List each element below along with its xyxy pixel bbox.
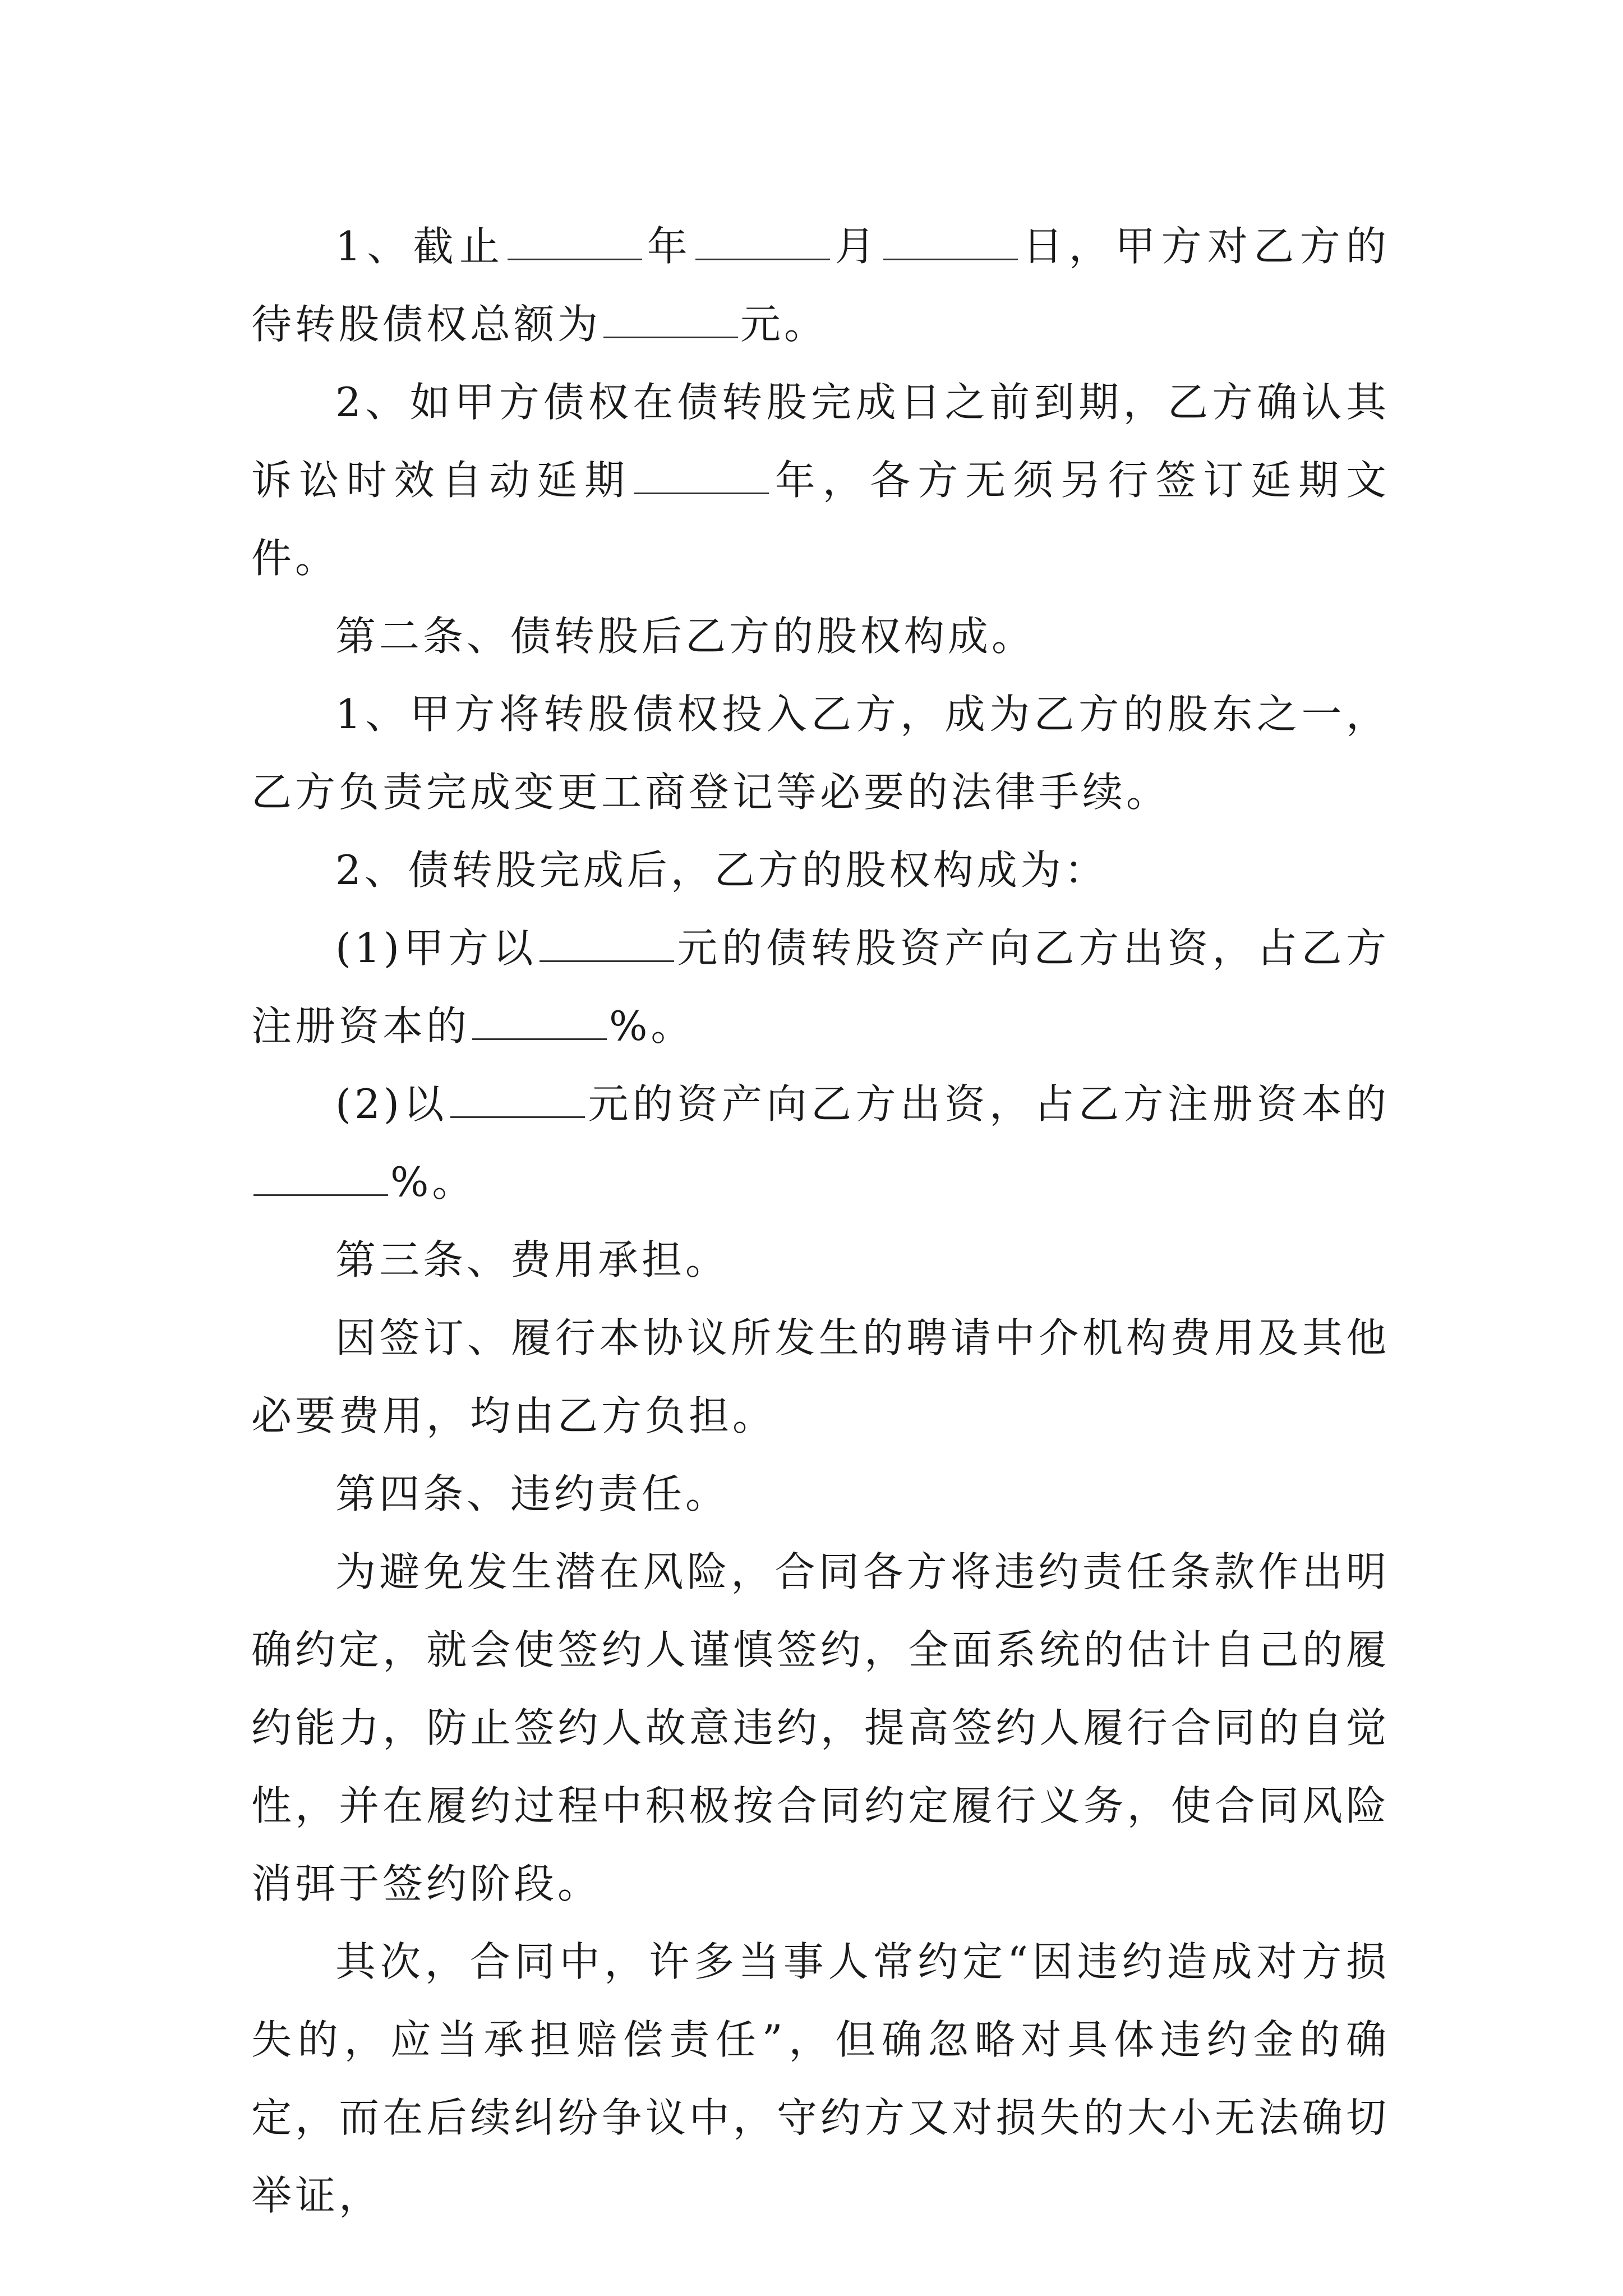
text-segment: (1)甲方以 bbox=[335, 924, 537, 972]
amount-blank bbox=[603, 303, 738, 338]
text-segment: 元的债转股资产向乙方出资，占乙方注册资本的 bbox=[251, 924, 1390, 1050]
paragraph-other-contribution bbox=[251, 1065, 1390, 1221]
article-2-heading: 第二条、债转股后乙方的股权构成。 bbox=[335, 613, 1036, 660]
text-segment: 1、截止 bbox=[335, 223, 506, 270]
text-segment: (2)以 bbox=[335, 1080, 448, 1128]
document-body bbox=[251, 208, 1390, 2235]
amount-blank bbox=[540, 927, 674, 962]
text-segment: 月 bbox=[832, 223, 881, 270]
paragraph-damages: 其次，合同中，许多当事人常约定“因违约造成对方损失的，应当承担赔偿责任”，但确忽略对具体违约金的确定，而在后续纠纷争议中，守约方又对损失的大小无法确切举证， bbox=[251, 1938, 1390, 2219]
paragraph-shareholder: 1、甲方将转股债权投入乙方，成为乙方的股东之一，乙方负责完成变更工商登记等必要的法律手续。 bbox=[251, 691, 1390, 816]
paragraph-equity-structure: 2、债转股完成后，乙方的股权构成为： bbox=[335, 846, 1108, 894]
paragraph-debt-total bbox=[251, 208, 1390, 364]
amount-blank bbox=[450, 1083, 585, 1118]
paragraph-party-a-contribution bbox=[251, 909, 1390, 1065]
date-month-blank bbox=[695, 225, 830, 260]
percent-blank bbox=[472, 1005, 607, 1040]
years-blank bbox=[634, 459, 769, 494]
text-segment: 年 bbox=[644, 223, 694, 270]
date-day-blank bbox=[883, 225, 1018, 260]
text-segment: 元的资产向乙方出资，占乙方注册资本的 bbox=[587, 1080, 1390, 1128]
percent-blank bbox=[253, 1161, 388, 1196]
paragraph-expenses: 因签订、履行本协议所发生的聘请中介机构费用及其他必要费用，均由乙方负担。 bbox=[251, 1314, 1390, 1439]
text-segment: 日，甲方对乙方的待转股债权总额为 bbox=[251, 223, 1390, 348]
text-segment: 年，各方无须另行签订延期文件。 bbox=[251, 457, 1390, 582]
date-year-blank bbox=[508, 225, 642, 260]
article-4-heading: 第四条、违约责任。 bbox=[335, 1470, 730, 1517]
text-segment: 元。 bbox=[740, 301, 828, 348]
text-segment: 2、如甲方债权在债转股完成日之前到期，乙方确认其诉讼时效自动延期 bbox=[251, 379, 1390, 504]
paragraph-breach-liability: 为避免发生潜在风险，合同各方将违约责任条款作出明确约定，就会使签约人谨慎签约，全面系统的估计自己的履约能力，防止签约人故意违约，提高签约人履行合同的自觉性，并在履约过程中积极按合同约定履行义务，使合同风险消弭于签约阶段。 bbox=[251, 1548, 1390, 1907]
article-3-heading: 第三条、费用承担。 bbox=[335, 1236, 730, 1283]
text-segment: %。 bbox=[609, 1002, 695, 1050]
text-segment: %。 bbox=[390, 1158, 476, 1205]
paragraph-limitation-extension bbox=[251, 364, 1390, 597]
